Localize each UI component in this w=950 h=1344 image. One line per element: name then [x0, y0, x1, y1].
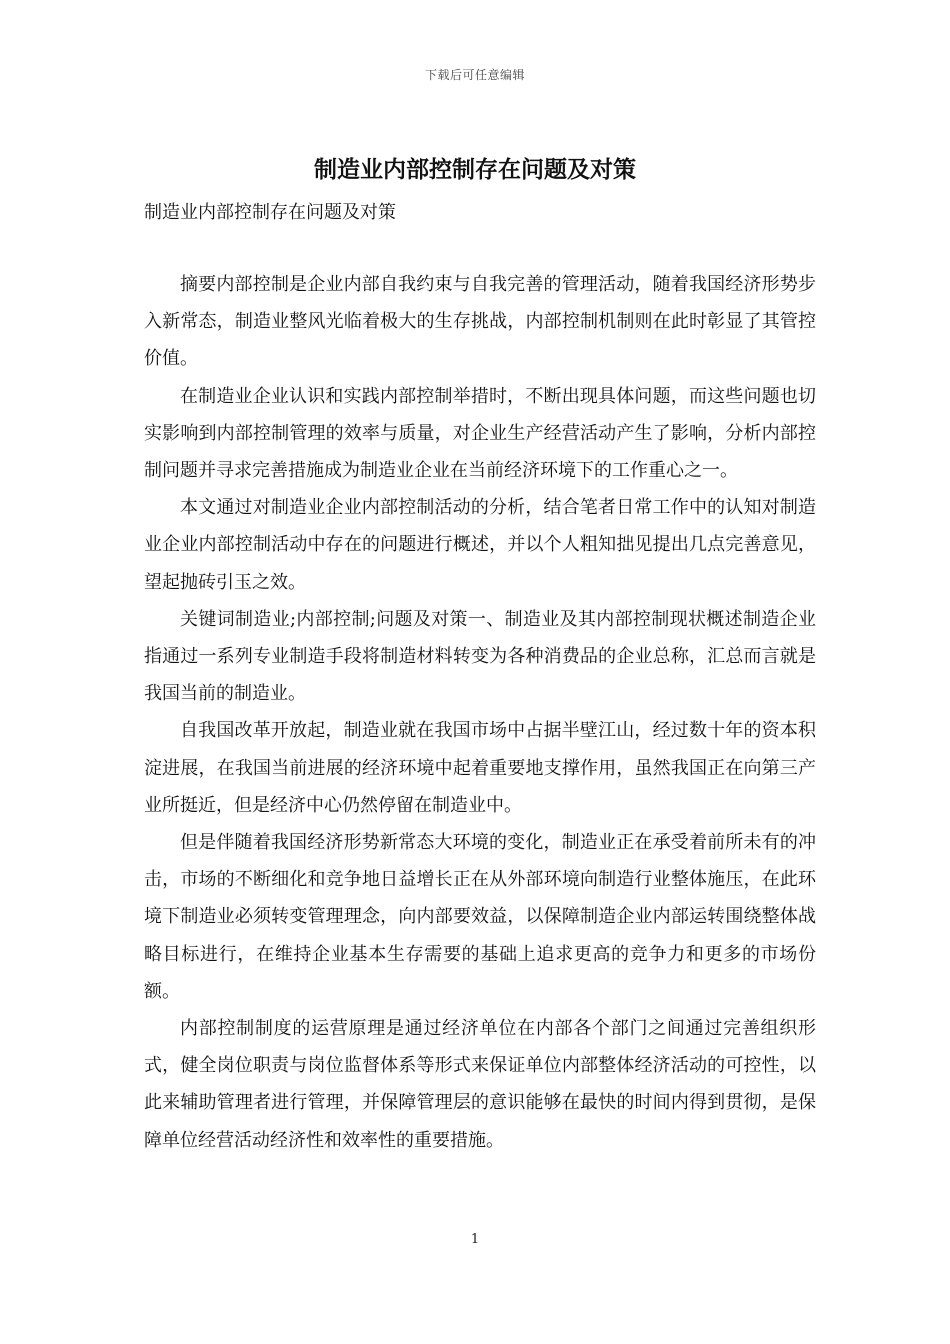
document-subtitle: 制造业内部控制存在问题及对策 [144, 202, 396, 223]
document-body [144, 266, 816, 1159]
page-number: 1 [470, 1232, 480, 1247]
header-note: 下载后可任意编辑 [424, 68, 525, 82]
paragraph: 本文通过对制造业企业内部控制活动的分析，结合笔者日常工作中的认知对制造业企业内部控制活动中存在的问题进行概述，并以个人粗知拙见提出几点完善意见，望起抛砖引玉之效。 [144, 497, 816, 593]
paragraph: 内部控制制度的运营原理是通过经济单位在内部各个部门之间通过完善组织形式，健全岗位职责与岗位监督体系等形式来保证单位内部整体经济活动的可控性，以此来辅助管理者进行管理，并保障管理层的意识能够在最快的时间内得到贯彻，是保障单位经营活动经济性和效率性的重要措施。 [144, 1018, 816, 1151]
paragraph-abstract: 摘要内部控制是企业内部自我约束与自我完善的管理活动，随着我国经济形势步入新常态，制造业整风光临着极大的生存挑战，内部控制机制则在此时彰显了其管控价值。 [144, 274, 816, 370]
paragraph: 自我国改革开放起，制造业就在我国市场中占据半壁江山，经过数十年的资本积淀进展，在我国当前进展的经济环境中起着重要地支撑作用，虽然我国正在向第三产业所挺近，但是经济中心仍然停留在制造业中。 [144, 720, 816, 816]
paragraph-keywords: 关键词制造业;内部控制;问题及对策一、制造业及其内部控制现状概述制造企业指通过一系列专业制造手段将制造材料转变为各种消费品的企业总称，汇总而言就是我国当前的制造业。 [144, 608, 816, 705]
document-title: 制造业内部控制存在问题及对策 [314, 156, 636, 183]
paragraph: 但是伴随着我国经济形势新常态大环境的变化，制造业正在承受着前所未有的冲击，市场的不断细化和竞争地日益增长正在从外部环境向制造行业整体施压，在此环境下制造业必须转变管理理念，向内部要效益，以保障制造企业内部运转围绕整体战略目标进行，在维持企业基本生存需要的基础上追求更高的竞争力和更多的市场份额。 [144, 832, 816, 1002]
paragraph: 在制造业企业认识和实践内部控制举措时，不断出现具体问题，而这些问题也切实影响到内部控制管理的效率与质量，对企业生产经营活动产生了影响，分析内部控制问题并寻求完善措施成为制造业企业在当前经济环境下的工作重心之一。 [144, 385, 816, 482]
